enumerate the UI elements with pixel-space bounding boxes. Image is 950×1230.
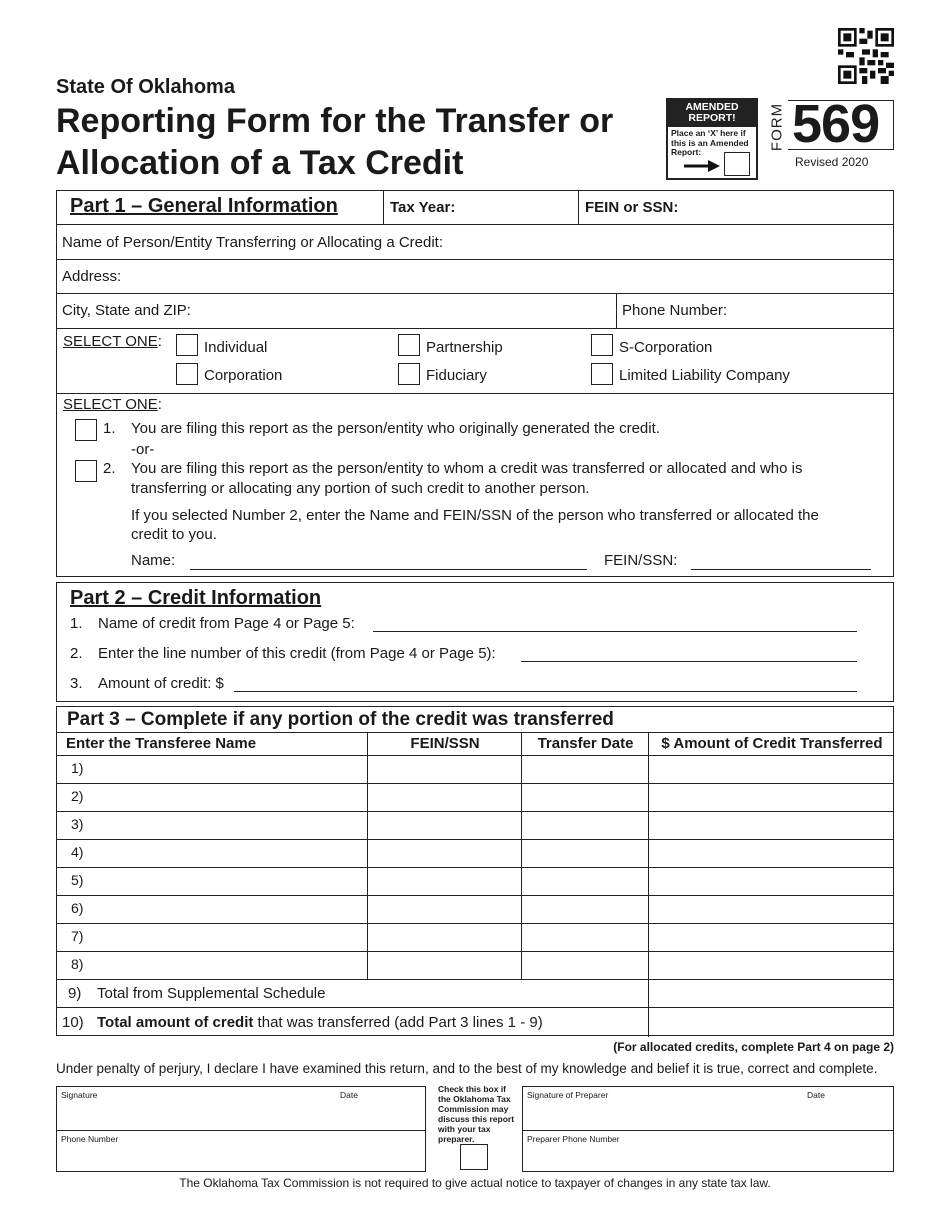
form-word-vertical [764, 100, 790, 154]
allocated-credits-note: (For allocated credits, complete Part 4 on page 2) [613, 1040, 894, 1054]
credit-name-field[interactable] [373, 631, 857, 632]
option2-text-line-2: transferring or allocating any portion of such credit to another person. [131, 480, 590, 497]
table-row-7-number: 7) [71, 928, 84, 944]
credit-item-1-number: 1. [70, 615, 83, 632]
select-one-filing-text: SELECT ONE [63, 396, 158, 413]
amended-checkbox[interactable] [724, 152, 750, 176]
transferor-name-label: Name: [131, 552, 176, 569]
table-row-1-number: 1) [71, 760, 84, 776]
option2-checkbox[interactable] [75, 460, 97, 482]
amended-banner-line-2: REPORT! [688, 112, 736, 124]
credit-amount-field[interactable] [234, 691, 857, 692]
address-label: Address: [62, 268, 122, 285]
city-state-zip-label: City, State and ZIP: [62, 302, 191, 319]
credit-line-number-field[interactable] [521, 661, 857, 662]
transferor-name-field[interactable] [190, 569, 587, 570]
row9-number: 9) [68, 985, 82, 1002]
option1-number: 1. [103, 420, 116, 437]
table-row-8-number: 8) [71, 956, 84, 972]
if-selected-text-line-2: credit to you. [131, 526, 217, 543]
credit-line-number-label: Enter the line number of this credit (from Page 4 or Page 5): [98, 645, 496, 662]
transferor-fein-label: FEIN/SSN: [604, 552, 678, 569]
preparer-signature-label: Signature of Preparer [527, 1090, 609, 1100]
corporation-checkbox[interactable] [176, 363, 198, 385]
individual-checkbox[interactable] [176, 334, 198, 356]
partnership-checkbox[interactable] [398, 334, 420, 356]
amended-banner-line-1: AMENDED [685, 101, 739, 113]
preparer-phone-label: Preparer Phone Number [527, 1134, 620, 1144]
select-one-entity-text: SELECT ONE [63, 333, 158, 350]
col-fein-ssn: FEIN/SSN [410, 735, 480, 752]
revised-date: Revised 2020 [795, 155, 869, 169]
fiduciary-checkbox[interactable] [398, 363, 420, 385]
part1-heading: Part 1 – General Information [70, 195, 338, 217]
option2-text-line-1: You are filing this report as the person/entity to whom a credit was transferred or allocated and who is [131, 460, 803, 477]
credit-amount-label: Amount of credit: $ [98, 675, 224, 692]
table-row-4-number: 4) [71, 844, 84, 860]
credit-item-3-number: 3. [70, 675, 83, 692]
col-transfer-date: Transfer Date [537, 735, 634, 752]
preparer-box [522, 1086, 894, 1172]
row10-label [97, 1014, 543, 1031]
state-name: State Of Oklahoma [56, 76, 235, 98]
signature-box [56, 1086, 426, 1172]
transferor-fein-field[interactable] [691, 569, 871, 570]
part3-transfer-table [56, 706, 894, 1036]
table-row-6-number: 6) [71, 900, 84, 916]
if-selected-text-line-1: If you selected Number 2, enter the Name and FEIN/SSN of the person who transferred or allocated the [131, 507, 819, 524]
credit-item-2-number: 2. [70, 645, 83, 662]
partnership-label: Partnership [426, 339, 503, 356]
corporation-label: Corporation [204, 367, 283, 384]
table-row-5-number: 5) [71, 872, 84, 888]
row10-number: 10) [62, 1014, 84, 1031]
row10-label-bold: Total amount of credit [97, 1014, 254, 1031]
s-corporation-label: S-Corporation [619, 339, 713, 356]
table-row-3-number: 3) [71, 816, 84, 832]
preparer-date-label: Date [807, 1090, 825, 1100]
amended-instructions: Place an ‘X’ here if this is an Amended Report: [671, 128, 749, 157]
llc-label: Limited Liability Company [619, 367, 790, 384]
select-one-entity-label: SELECT ONE: [63, 333, 162, 350]
part3-heading: Part 3 – Complete if any portion of the credit was transferred [67, 709, 614, 730]
form-title-line-2: Allocation of a Tax Credit [56, 144, 464, 182]
fein-ssn-label: FEIN or SSN: [585, 199, 679, 216]
tax-year-label: Tax Year: [390, 199, 456, 216]
arrow-right-icon [684, 160, 720, 172]
amended-banner [668, 100, 756, 127]
part2-credit-information [56, 582, 894, 702]
part1-general-information [56, 190, 894, 577]
part2-heading: Part 2 – Credit Information [70, 587, 322, 609]
signature-date-label: Date [340, 1090, 358, 1100]
perjury-statement: Under penalty of perjury, I declare I have examined this return, and to the best of my knowledge and belief it is true, correct and complete. [56, 1061, 878, 1076]
credit-name-label: Name of credit from Page 4 or Page 5: [98, 615, 355, 632]
phone-number-sig-label: Phone Number [61, 1134, 119, 1144]
row10-label-rest: that was transferred (add Part 3 lines 1 - 9) [253, 1014, 543, 1031]
select-one-filing-label: SELECT ONE: [63, 396, 162, 413]
row9-label: Total from Supplemental Schedule [97, 985, 326, 1002]
phone-number-label: Phone Number: [622, 302, 728, 319]
individual-label: Individual [204, 339, 268, 356]
llc-checkbox[interactable] [591, 363, 613, 385]
form-number: 569 [792, 94, 880, 154]
preparer-discuss-checkbox[interactable] [460, 1144, 488, 1170]
col-transferee-name: Enter the Transferee Name [66, 735, 257, 752]
form-title [56, 100, 656, 184]
or-text: -or- [131, 441, 155, 458]
fiduciary-label: Fiduciary [426, 367, 487, 384]
form-word-text: FORM [768, 102, 786, 152]
footer-notice: The Oklahoma Tax Commission is not required to give actual notice to taxpayer of changes in any state tax law. [179, 1176, 771, 1190]
qr-code [838, 28, 894, 84]
signature-label: Signature [61, 1090, 98, 1100]
option2-number: 2. [103, 460, 116, 477]
table-row-2-number: 2) [71, 788, 84, 804]
col-amount-transferred: $ Amount of Credit Transferred [661, 735, 883, 752]
entity-name-label: Name of Person/Entity Transferring or Allocating a Credit: [62, 234, 444, 251]
preparer-discuss-note: Check this box if the Oklahoma Tax Commission may discuss this report with your tax preparer. [438, 1084, 515, 1144]
s-corporation-checkbox[interactable] [591, 334, 613, 356]
option1-checkbox[interactable] [75, 419, 97, 441]
amended-report-box [666, 98, 758, 180]
option1-text: You are filing this report as the person/entity who originally generated the credit. [131, 420, 660, 437]
form-title-line-1: Reporting Form for the Transfer or [56, 102, 614, 140]
